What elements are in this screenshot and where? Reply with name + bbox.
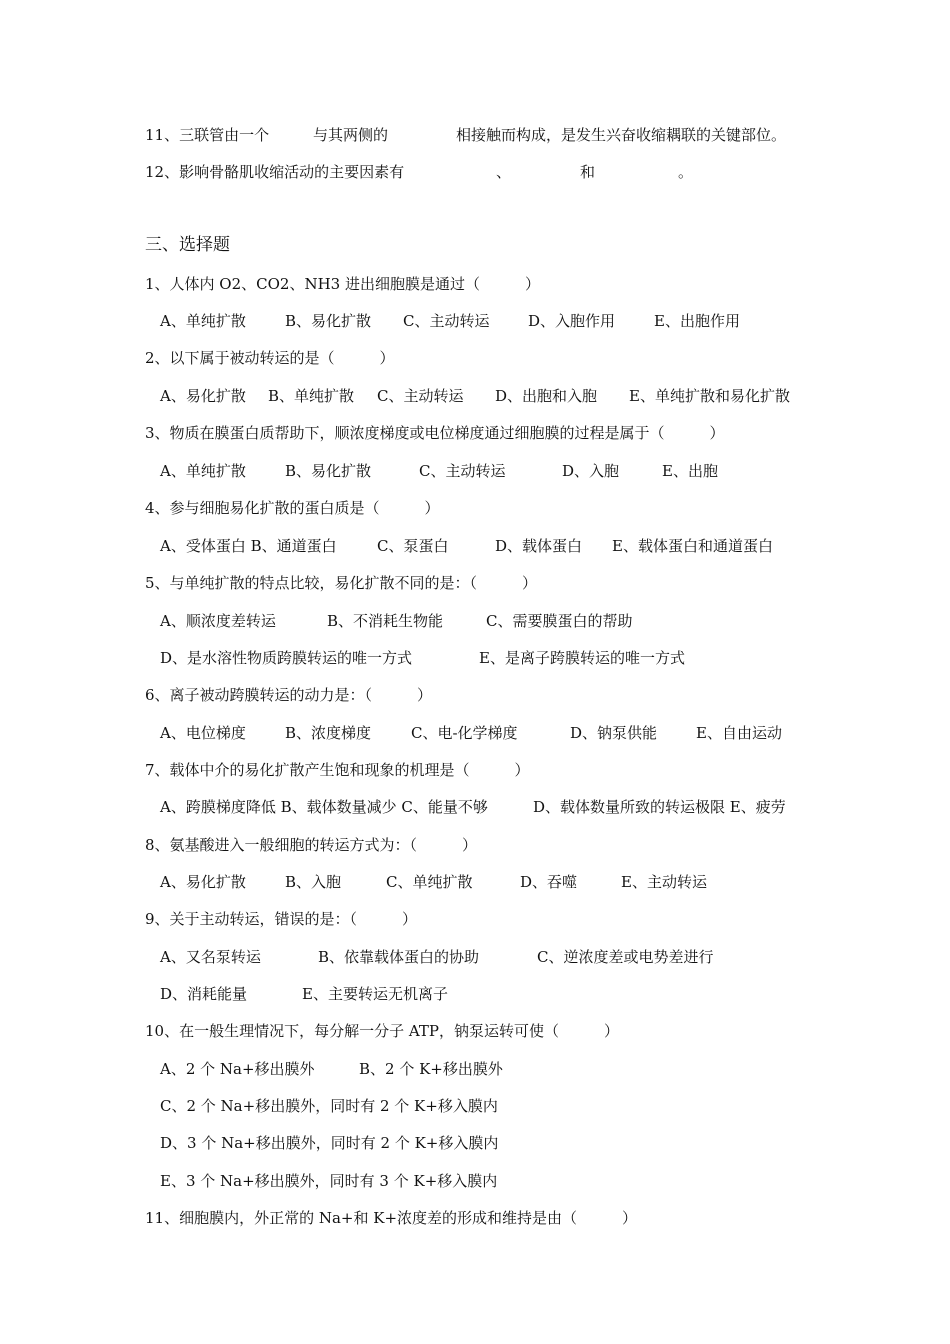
option-a: A、电位梯度 bbox=[160, 724, 246, 742]
fill-blank-12-part2: 、 bbox=[496, 163, 512, 181]
option-c: C、2 个 Na+移出膜外，同时有 2 个 K+移入膜内 bbox=[160, 1097, 498, 1115]
question-1: 1、人体内 O2、CO2、NH3 进出细胞膜是通过（ ） bbox=[145, 275, 540, 293]
option-e: E、出胞 bbox=[662, 462, 718, 480]
fill-blank-12-part3: 和 bbox=[580, 163, 596, 181]
option-d: D、3 个 Na+移出膜外，同时有 2 个 K+移入膜内 bbox=[160, 1134, 499, 1152]
option-d: D、载体蛋白 bbox=[495, 537, 583, 555]
question-3: 3、物质在膜蛋白质帮助下，顺浓度梯度或电位梯度通过细胞膜的过程是属于（ ） bbox=[145, 424, 725, 442]
question-9: 9、关于主动转运，错误的是：（ ） bbox=[145, 910, 418, 928]
option-e: E、载体蛋白和通道蛋白 bbox=[612, 537, 773, 555]
option-d: D、出胞和入胞 bbox=[495, 387, 598, 405]
option-a: A、易化扩散 bbox=[160, 387, 246, 405]
option-d: D、入胞 bbox=[562, 462, 620, 480]
option-b: B、依靠载体蛋白的协助 bbox=[318, 948, 480, 966]
question-4: 4、参与细胞易化扩散的蛋白质是（ ） bbox=[145, 499, 440, 517]
question-6: 6、离子被动跨膜转运的动力是：（ ） bbox=[145, 686, 433, 704]
option-c: C、需要膜蛋白的帮助 bbox=[486, 612, 633, 630]
option-c: C、单纯扩散 bbox=[386, 873, 473, 891]
option-c: C、主动转运 bbox=[403, 312, 490, 330]
option-b: B、入胞 bbox=[285, 873, 342, 891]
option-a: A、2 个 Na+移出膜外 bbox=[160, 1060, 315, 1078]
fill-blank-11-part3: 相接触而构成，是发生兴奋收缩耦联的关键部位。 bbox=[456, 126, 787, 144]
option-a: A、单纯扩散 bbox=[160, 312, 246, 330]
option-a-b: A、受体蛋白 B、通道蛋白 bbox=[160, 537, 337, 555]
option-e: E、出胞作用 bbox=[654, 312, 740, 330]
option-e: E、是离子跨膜转运的唯一方式 bbox=[479, 649, 685, 667]
option-e: E、单纯扩散和易化扩散 bbox=[629, 387, 790, 405]
option-e: E、主要转运无机离子 bbox=[302, 985, 448, 1003]
fill-blank-12-part4: 。 bbox=[678, 163, 694, 181]
fill-blank-11-part1: 11、三联管由一个 bbox=[145, 126, 270, 144]
option-c: C、泵蛋白 bbox=[377, 537, 449, 555]
option-b: B、易化扩散 bbox=[285, 312, 372, 330]
section-title: 三、选择题 bbox=[145, 235, 230, 255]
fill-blank-12-part1: 12、影响骨骼肌收缩活动的主要因素有 bbox=[145, 163, 405, 181]
option-e: E、3 个 Na+移出膜外，同时有 3 个 K+移入膜内 bbox=[160, 1172, 498, 1190]
option-e: E、自由运动 bbox=[696, 724, 782, 742]
option-a: A、易化扩散 bbox=[160, 873, 246, 891]
option-c: C、主动转运 bbox=[419, 462, 506, 480]
question-10: 10、在一般生理情况下，每分解一分子 ATP，钠泵运转可使（ ） bbox=[145, 1022, 619, 1040]
fill-blank-11-part2: 与其两侧的 bbox=[313, 126, 389, 144]
option-a: A、顺浓度差转运 bbox=[160, 612, 276, 630]
option-d: D、是水溶性物质跨膜转运的唯一方式 bbox=[160, 649, 413, 667]
option-b: B、单纯扩散 bbox=[268, 387, 355, 405]
option-c: C、主动转运 bbox=[377, 387, 464, 405]
option-a: A、单纯扩散 bbox=[160, 462, 246, 480]
option-d: D、吞噬 bbox=[520, 873, 578, 891]
question-8: 8、氨基酸进入一般细胞的转运方式为：（ ） bbox=[145, 836, 478, 854]
option-b: B、易化扩散 bbox=[285, 462, 372, 480]
question-2: 2、以下属于被动转运的是（ ） bbox=[145, 349, 395, 367]
option-d-e: D、载体数量所致的转运极限 E、疲劳 bbox=[533, 798, 786, 816]
option-d: D、入胞作用 bbox=[528, 312, 616, 330]
option-b: B、2 个 K+移出膜外 bbox=[359, 1060, 503, 1078]
option-b: B、浓度梯度 bbox=[285, 724, 372, 742]
question-11: 11、细胞膜内，外正常的 Na+和 K+浓度差的形成和维持是由（ ） bbox=[145, 1209, 638, 1227]
option-b: B、不消耗生物能 bbox=[327, 612, 444, 630]
option-a: A、又名泵转运 bbox=[160, 948, 261, 966]
option-e: E、主动转运 bbox=[621, 873, 707, 891]
question-7: 7、载体中介的易化扩散产生饱和现象的机理是（ ） bbox=[145, 761, 530, 779]
option-a-b-c: A、跨膜梯度降低 B、载体数量减少 C、能量不够 bbox=[160, 798, 488, 816]
option-d: D、消耗能量 bbox=[160, 985, 248, 1003]
question-5: 5、与单纯扩散的特点比较，易化扩散不同的是：（ ） bbox=[145, 574, 538, 592]
option-d: D、钠泵供能 bbox=[570, 724, 658, 742]
option-c: C、逆浓度差或电势差进行 bbox=[537, 948, 714, 966]
option-c: C、电-化学梯度 bbox=[411, 724, 518, 742]
